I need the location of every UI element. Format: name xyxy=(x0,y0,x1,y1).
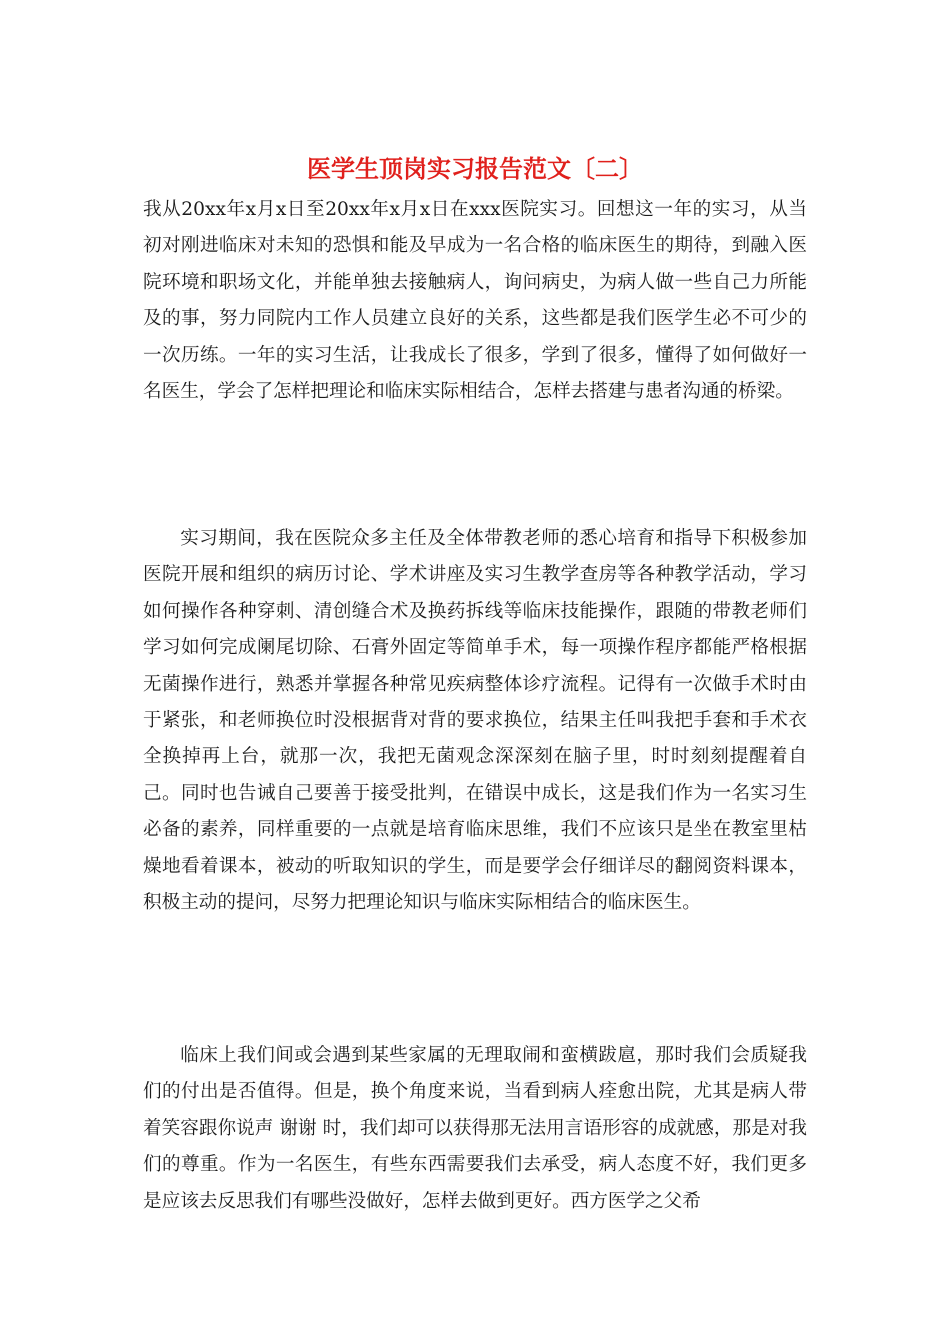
paragraph-3: 临床上我们间或会遇到某些家属的无理取闹和蛮横跋扈，那时我们会质疑我们的付出是否值得。但是，换个角度来说，当看到病人痊愈出院，尤其是病人带着笑容跟你说声 谢谢 时，我们却可以获得那无法用言语形容的成就感，那是对我们的尊重。作为一名医生，有些东西需要我们去承受，病人态度不好，我们更多是应该去反思我们有哪些没做好，怎样去做到更好。西方医学之父希 xyxy=(143,1045,807,1212)
document-title: 医学生顶岗实习报告范文〔二〕 xyxy=(307,154,643,183)
paragraph-1: 我从20xx年x月x日至20xx年x月x日在xxx医院实习。回想这一年的实习，从当初对刚进临床对未知的恐惧和能及早成为一名合格的临床医生的期待，到融入医院环境和职场文化，并能单独去接触病人，询问病史，为病人做一些自己力所能及的事，努力同院内工作人员建立良好的关系，这些都是我们医学生必不可少的一次历练。一年的实习生活，让我成长了很多，学到了很多，懂得了如何做好一名医生，学会了怎样把理论和临床实际相结合，怎样去搭建与患者沟通的桥梁。 xyxy=(143,199,807,403)
paragraph-2: 实习期间，我在医院众多主任及全体带教老师的悉心培育和指导下积极参加医院开展和组织的病历讨论、学术讲座及实习生教学查房等各种教学活动，学习如何操作各种穿刺、清创缝合术及换药拆线等临床技能操作，跟随的带教老师们学习如何完成阑尾切除、石膏外固定等简单手术，每一项操作程序都能严格根据无菌操作进行，熟悉并掌握各种常见疾病整体诊疗流程。记得有一次做手术时由于紧张，和老师换位时没根据背对背的要求换位，结果主任叫我把手套和手术衣全换掉再上台，就那一次，我把无菌观念深深刻在脑子里，时时刻刻提醒着自己。同时也告诫自己要善于接受批判，在错误中成长，这是我们作为一名实习生必备的素养，同样重要的一点就是培育临床思维，我们不应该只是坐在教室里枯燥地看着课本，被动的听取知识的学生，而是要学会仔细详尽的翻阅资料课本，积极主动的提问，尽努力把理论知识与临床实际相结合的临床医生。 xyxy=(143,528,807,914)
